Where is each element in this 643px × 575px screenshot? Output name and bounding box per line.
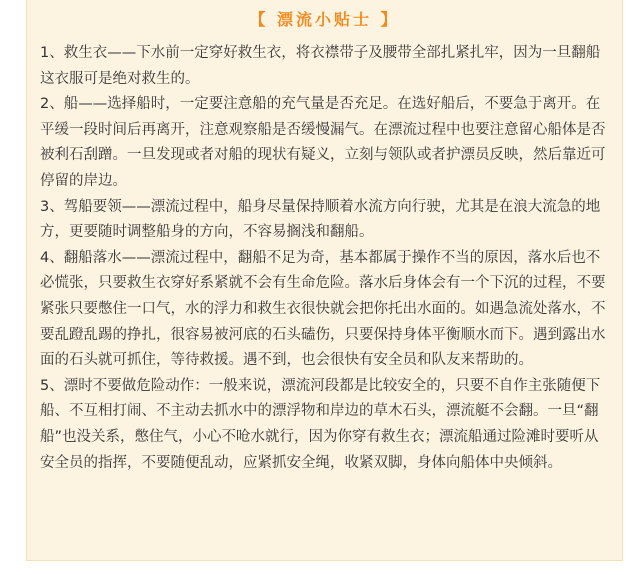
tips-title: 【 漂流小贴士 】: [249, 10, 400, 29]
tips-content: [40, 41, 611, 476]
tips-card: [26, 0, 623, 561]
tip-paragraph-steering: 3、驾船要领——漂流过程中，船身尽量保持顺着水流方向行驶，尤其是在浪大流急的地方，更要随时调整船身的方向，不容易搁浅和翻船。: [40, 198, 601, 241]
tip-paragraph-no-danger: 5、漂时不要做危险动作：一般来说，漂流河段都是比较安全的，只要不自作主张随便下船、不互相打闹、不主动去抓水中的漂浮物和岸边的草木石头，漂流艇不会翻。一旦“翻船”也没关系，憋住气，小心不呛水就行，因为你穿有救生衣；漂流船通过险滩时要听从安全员的指挥，不要随便乱动，应紧抓安全绳，收紧双脚，身体向船体中央倾斜。: [40, 377, 601, 471]
tip-paragraph-life-jacket: 1、救生衣——下水前一定穿好救生衣，将衣襟带子及腰带全部扎紧扎牢，因为一旦翻船这衣服可是绝对救生的。: [40, 45, 601, 87]
tip-paragraph-capsize: 4、翻船落水——漂流过程中，翻船不足为奇，基本都属于操作不当的原因，落水后也不必慌张，只要救生衣穿好系紧就不会有生命危险。落水后身体会有一个下沉的过程，不要紧张只要憋住一口气，水的浮力和救生衣很快就会把你托出水面的。如遇急流处落水，不要乱蹬乱踢的挣扎，很容易被河底的石头磕伤，只要保持身体平衡顺水而下。遇到露出水面的石头就可抓住，等待救援。遇不到，也会很快有安全员和队友来帮助的。: [40, 249, 606, 369]
tip-paragraph-boat: 2、船——选择船时，一定要注意船的充气量是否充足。在选好船后，不要急于离开。在平缓一段时间后再离开，注意观察船是否缓慢漏气。在漂流过程中也要注意留心船体是否被利石刮蹭。一旦发现或者对船的现状有疑义，立刻与领队或者护漂员反映，然后靠近可停留的岸边。: [40, 96, 606, 189]
